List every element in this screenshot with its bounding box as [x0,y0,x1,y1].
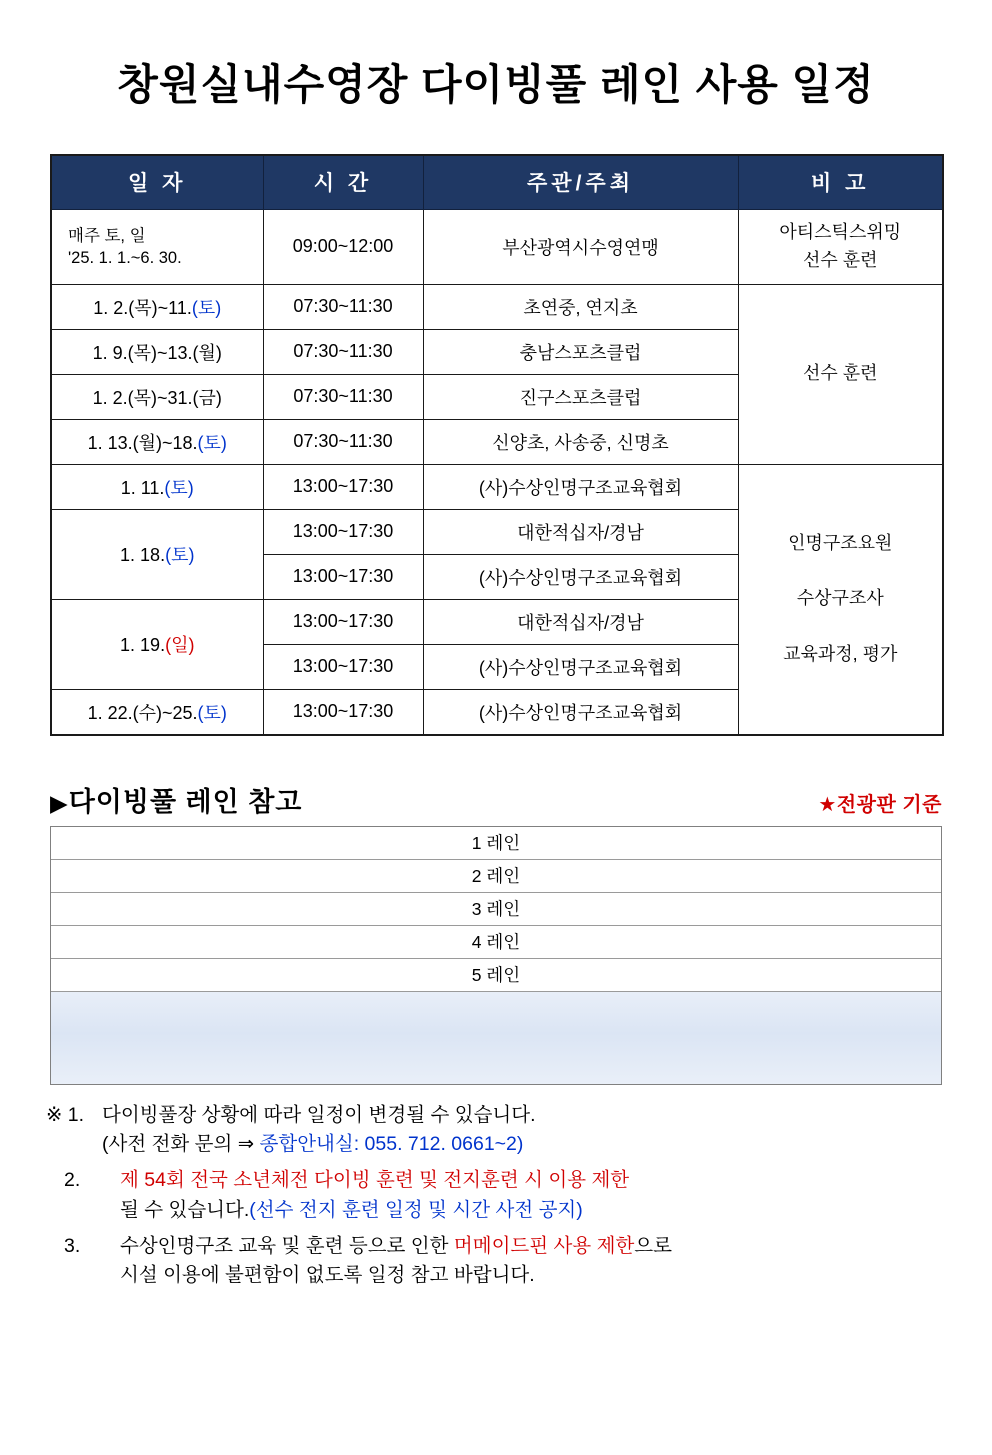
footnotes [46,1101,946,1291]
cell-note: 선수 훈련 [738,284,943,464]
footnote-2-line2-pre: 될 수 있습니다. [120,1198,250,1221]
header-date: 일 자 [51,155,263,210]
cell-date [51,374,263,419]
header-note: 비 고 [738,155,943,210]
lane-row-4: 4 레인 [51,926,941,959]
triangle-right-icon: ▶ [50,789,69,816]
cell-organizer: (사)수상인명구조교육협회 [423,644,738,689]
cell-organizer: 대한적십자/경남 [423,509,738,554]
footnote-2-line2 [120,1196,946,1225]
date-weekday: (월) [192,342,222,363]
footnote-1-contact: 종합안내실: 055. 712. 0661~2) [259,1133,524,1156]
date-weekday: (토) [164,477,194,498]
lane-row-3: 3 레인 [51,893,941,926]
document-page [0,52,992,1455]
header-organizer: 주관/주최 [423,155,738,210]
lane-title-text: 다이빙풀 레인 참고 [68,786,303,817]
cell-date [51,284,263,329]
cell-time: 07:30~11:30 [263,329,423,374]
cell-time: 07:30~11:30 [263,419,423,464]
date-line-1: 매주 토, 일 [68,226,146,245]
cell-organizer: (사)수상인명구조교육협회 [423,689,738,735]
date-weekday: (토) [191,297,222,318]
footnote-3-line1-pre: 수상인명구조 교육 및 훈련 등으로 인한 [120,1234,454,1257]
note-line-1: 아티스틱스위밍 [779,222,902,242]
cell-date [51,599,263,689]
cell-date [51,689,263,735]
cell-time: 07:30~11:30 [263,374,423,419]
cell-organizer: 충남스포츠클럽 [423,329,738,374]
note-line-1: 인명구조요원 [788,532,893,553]
date-range: 1. 2.(목)~11. [93,297,192,318]
date-range: 1. 13.(월)~18. [87,432,198,453]
cell-date [51,329,263,374]
footnote-1-line2 [102,1130,946,1159]
date-range: 1. 19. [120,635,166,656]
lane-row-5: 5 레인 [51,959,941,992]
footnote-3-marker: 3. [64,1234,81,1257]
cell-date [51,509,263,599]
cell-time: 13:00~17:30 [263,599,423,644]
cell-date [51,419,263,464]
footnote-1-marker: ※ 1. [46,1103,85,1126]
cell-time: 13:00~17:30 [263,644,423,689]
cell-organizer: (사)수상인명구조교육협회 [423,554,738,599]
cell-note [738,210,943,285]
date-range: 1. 22.(수)~25. [87,702,198,723]
date-weekday: (토) [165,545,195,566]
cell-time: 13:00~17:30 [263,464,423,509]
date-weekday: (토) [197,702,227,723]
cell-organizer: 초연중, 연지초 [423,284,738,329]
date-line-2: '25. 1. 1.~6. 30. [68,248,182,267]
page-title: 창원실내수영장 다이빙풀 레인 사용 일정 [117,61,875,108]
date-range: 1. 11. [120,477,165,498]
cell-organizer: 진구스포츠클럽 [423,374,738,419]
note-line-2: 선수 훈련 [802,249,878,270]
footnote-3-restriction: 머메이드핀 사용 제한 [453,1234,635,1257]
footnote-3-line1-post: 으로 [634,1234,672,1257]
date-range: 1. 18. [120,545,166,566]
schedule-table [50,154,944,736]
cell-organizer: 대한적십자/경남 [423,599,738,644]
lane-row-2: 2 레인 [51,860,941,893]
table-row [51,284,943,329]
footnote-3 [46,1232,946,1291]
footnote-2 [46,1166,946,1225]
cell-organizer: (사)수상인명구조교육협회 [423,464,738,509]
header-time: 시 간 [263,155,423,210]
footnote-3-line1 [120,1232,946,1261]
footnote-1-line2-pre: (사전 전화 문의 ⇒ [102,1133,260,1156]
cell-time: 13:00~17:30 [263,509,423,554]
cell-date [51,464,263,509]
lane-scoreboard-note: ★전광판 기준 [818,793,942,816]
cell-time: 09:00~12:00 [263,210,423,285]
cell-time: 13:00~17:30 [263,554,423,599]
footnote-1-line1: 다이빙풀장 상황에 따라 일정이 변경될 수 있습니다. [102,1103,536,1126]
cell-note [738,464,943,735]
lane-row-1: 1 레인 [51,827,941,860]
note-line-3: 교육과정, 평가 [783,644,898,665]
cell-organizer: 신양초, 사송중, 신명초 [423,419,738,464]
date-range: 1. 9.(목)~13. [92,342,193,363]
date-weekday: (토) [197,432,227,453]
cell-organizer: 부산광역시수영연맹 [423,210,738,285]
table-row [51,210,943,285]
schedule-table-wrapper [50,154,942,736]
date-weekday: (금) [192,387,222,408]
footnote-2-line2-blue: (선수 전지 훈련 일정 및 시간 사전 공지) [249,1198,583,1221]
footnote-1 [46,1101,946,1160]
pool-area [51,992,941,1084]
footnote-2-marker: 2. [64,1169,81,1192]
footnote-2-line1: 제 54회 전국 소년체전 다이빙 훈련 및 전지훈련 시 이용 제한 [120,1169,630,1192]
table-header-row [51,155,943,210]
date-range: 1. 2.(목)~31. [92,387,193,408]
lane-section-header [50,780,942,819]
note-line-2: 수상구조사 [796,588,884,609]
lane-diagram [50,826,942,1085]
cell-time: 13:00~17:30 [263,689,423,735]
date-weekday: (일) [165,635,195,656]
lane-section-title [50,780,302,819]
footnote-3-line2: 시설 이용에 불편함이 없도록 일정 참고 바랍니다. [120,1264,535,1287]
table-row [51,464,943,509]
cell-date [51,210,263,285]
cell-time: 07:30~11:30 [263,284,423,329]
